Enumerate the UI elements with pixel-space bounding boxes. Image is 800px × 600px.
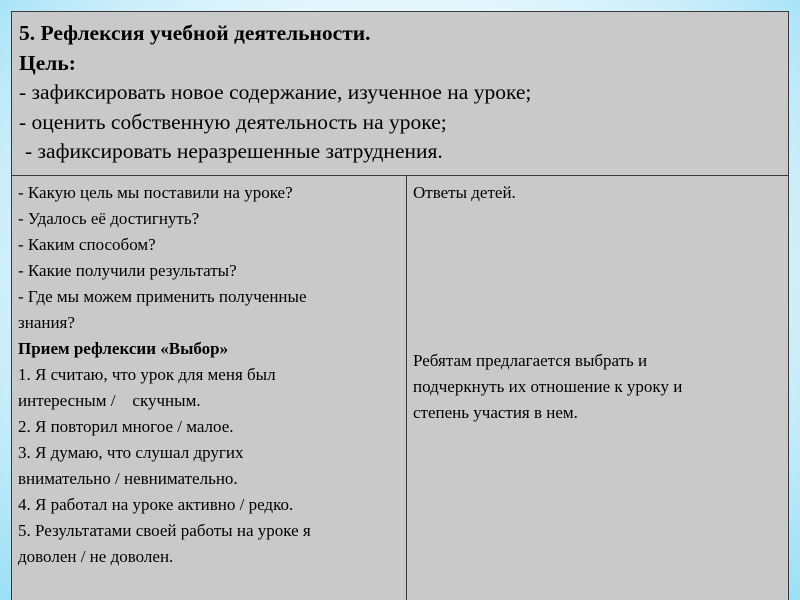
question-item: - Какую цель мы поставили на уроке? — [18, 183, 293, 202]
goal-item: - зафиксировать неразрешенные затруднения. — [25, 139, 443, 163]
method-title: Прием рефлексии «Выбор» — [18, 339, 229, 358]
choice-item: 2. Я повторил многое / малое. — [18, 417, 234, 436]
question-item: знания? — [18, 313, 75, 332]
answers-cell — [407, 176, 788, 600]
choice-item: интересным / скучным. — [18, 391, 201, 410]
choice-item: 4. Я работал на уроке активно / редко. — [18, 495, 294, 514]
choice-item: 3. Я думаю, что слушал других — [18, 443, 244, 462]
goal-label: Цель: — [19, 50, 76, 75]
question-item: - Каким способом? — [18, 235, 156, 254]
reflection-table — [11, 11, 789, 600]
answers-label: Ответы детей. — [413, 183, 516, 202]
choice-item: 5. Результатами своей работы на уроке я — [18, 521, 311, 540]
instruction-line: подчеркнуть их отношение к уроку и — [413, 377, 683, 396]
goal-item: - зафиксировать новое содержание, изученное на уроке; — [19, 80, 532, 104]
instruction-line: Ребятам предлагается выбрать и — [413, 351, 648, 370]
choice-item: 1. Я считаю, что урок для меня был — [18, 365, 276, 384]
question-item: - Удалось её достигнуть? — [18, 209, 200, 228]
goal-item: - оценить собственную деятельность на уроке; — [19, 109, 447, 134]
instruction-line: степень участия в нем. — [413, 403, 578, 422]
header-cell — [12, 12, 788, 176]
questions-cell — [12, 176, 406, 600]
question-item: - Где мы можем применить полученные — [18, 287, 307, 306]
cell-spacer — [413, 206, 788, 348]
question-item: - Какие получили результаты? — [18, 261, 237, 280]
choice-item: внимательно / невнимательно. — [18, 469, 238, 488]
choice-item: доволен / не доволен. — [18, 547, 174, 566]
section-title: 5. Рефлексия учебной деятельности. — [19, 21, 371, 45]
